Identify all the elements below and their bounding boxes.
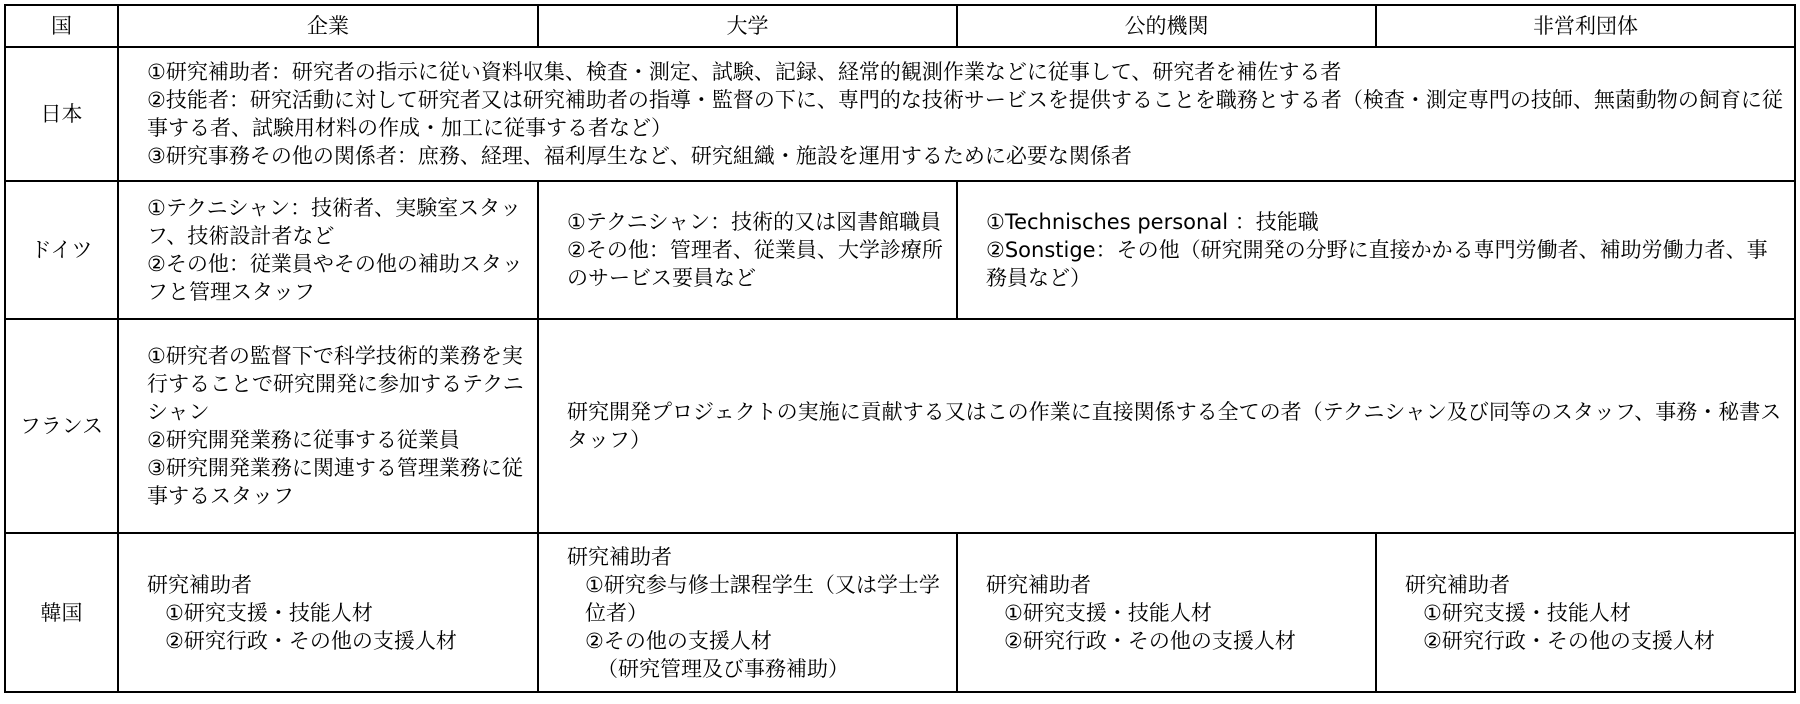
germany-university-item-2: ②その他：管理者、従業員、大学診療所のサービス要員など (567, 238, 943, 290)
france-company-item-3: ③研究開発業務に関連する管理業務に従事するスタッフ (147, 456, 523, 508)
row-japan (5, 47, 1795, 181)
row-germany (5, 181, 1795, 319)
germany-public-item-2: ②Sonstige：その他（研究開発の分野に直接かかる専門労働者、補助労働力者、事務員など） (986, 238, 1768, 290)
row-france (5, 319, 1795, 533)
germany-company (118, 181, 538, 319)
korea-public-item-1: ①研究支援・技能人材 (1004, 600, 1212, 625)
germany-public-item-1: ①Technisches personal ：技能職 (986, 210, 1319, 234)
korea-nonprofit-title: 研究補助者 (1405, 572, 1510, 597)
korea-public (957, 533, 1376, 692)
korea-nonprofit-item-1: ①研究支援・技能人材 (1423, 600, 1631, 625)
header-company: 企業 (118, 5, 538, 47)
japan-line-1: ①研究補助者：研究者の指示に従い資料収集、検査・測定、試験、記録、経常的観測作業などに従事して、研究者を補佐する者 (147, 60, 1342, 84)
germany-university-item-1: ①テクニシャン：技術的又は図書館職員 (567, 210, 942, 234)
korea-nonprofit-item-2: ②研究行政・その他の支援人材 (1423, 628, 1715, 653)
korea-public-item-2: ②研究行政・その他の支援人材 (1004, 628, 1296, 653)
korea-university-item-2-note: （研究管理及び事務補助） (597, 656, 849, 681)
korea-nonprofit (1376, 533, 1795, 692)
header-university: 大学 (538, 5, 957, 47)
country-japan: 日本 (5, 47, 118, 181)
germany-public-and-nonprofit (957, 181, 1795, 319)
country-germany: ドイツ (5, 181, 118, 319)
header-row (5, 5, 1795, 47)
header-nonprofit: 非営利団体 (1376, 5, 1795, 47)
korea-public-title: 研究補助者 (986, 572, 1091, 597)
germany-company-item-1: ①テクニシャン：技術者、実験室スタッフ、技術設計者など (147, 196, 522, 248)
row-korea (5, 533, 1795, 692)
korea-company-item-1: ①研究支援・技能人材 (165, 600, 373, 625)
korea-university (538, 533, 957, 692)
korea-company-title: 研究補助者 (147, 572, 252, 597)
korea-company (118, 533, 538, 692)
japan-all-sectors (118, 47, 1795, 181)
country-korea: 韓国 (5, 533, 118, 692)
france-company-item-2: ②研究開発業務に従事する従業員 (147, 428, 460, 452)
header-country: 国 (5, 5, 118, 47)
france-other-text: 研究開発プロジェクトの実施に貢献する又はこの作業に直接関係する全ての者（テクニシャン及び同等のスタッフ、事務・秘書スタッフ） (567, 400, 1782, 452)
france-company (118, 319, 538, 533)
support-staff-classification-table (4, 4, 1796, 693)
germany-university (538, 181, 957, 319)
country-france: フランス (5, 319, 118, 533)
header-public-institution: 公的機関 (957, 5, 1376, 47)
korea-university-item-1: ①研究参与修士課程学生（又は学士学位者） (585, 572, 940, 625)
korea-university-title: 研究補助者 (567, 544, 672, 569)
korea-university-item-2: ②その他の支援人材 (585, 628, 772, 653)
japan-line-3: ③研究事務その他の関係者：庶務、経理、福利厚生など、研究組織・施設を運用するために必要な関係者 (147, 144, 1132, 168)
personnel-table-container (4, 4, 1796, 693)
france-other-sectors (538, 319, 1795, 533)
france-company-item-1: ①研究者の監督下で科学技術的業務を実行することで研究開発に参加するテクニシャン (147, 344, 524, 424)
japan-line-2: ②技能者：研究活動に対して研究者又は研究補助者の指導・監督の下に、専門的な技術サービスを提供することを職務とする者（検査・測定専門の技師、無菌動物の飼育に従事する者、試験用材料の作成・加工に従事する者など） (147, 88, 1783, 140)
germany-company-item-2: ②その他：従業員やその他の補助スタッフと管理スタッフ (147, 252, 523, 304)
korea-company-item-2: ②研究行政・その他の支援人材 (165, 628, 457, 653)
